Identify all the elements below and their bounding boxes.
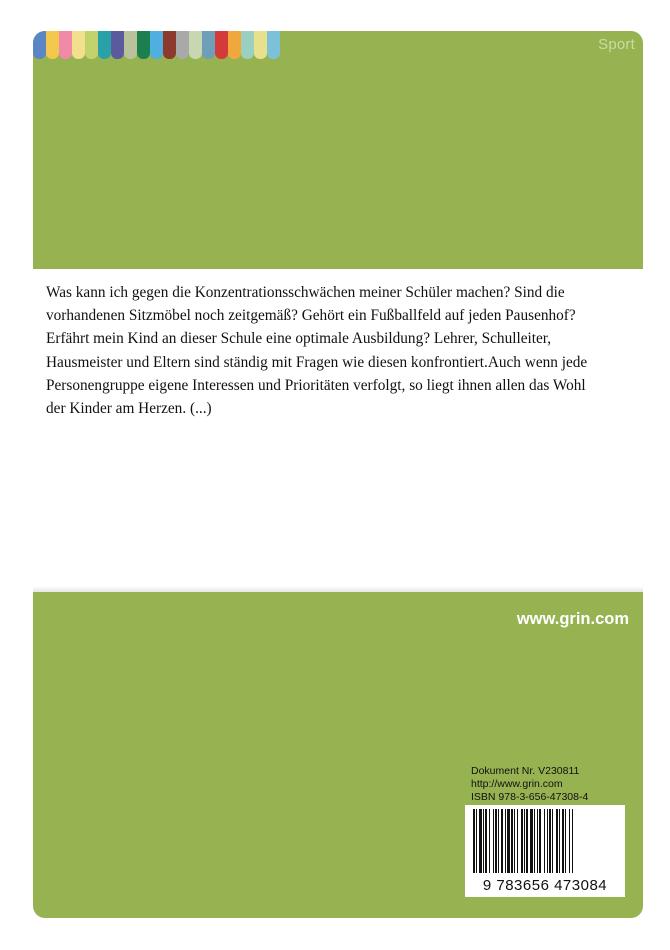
color-stripe-segment [33, 31, 46, 59]
color-stripe-bar [33, 31, 280, 59]
barcode-bar [485, 809, 487, 873]
barcode-bar [507, 809, 510, 873]
barcode-bar [517, 809, 518, 873]
barcode-bar [521, 809, 523, 873]
barcode-bar [534, 809, 535, 873]
blurb-text: Was kann ich gegen die Konzentrationsschwächen meiner Schüler machen? Sind die vorhandenen Sitzmöbel noch zeitgemäß? Gehört ein Fußballfeld auf jeden Pausenhof? Erfährt mein Kind an dieser Schule eine optimale Ausbildung? Lehrer, Schulleiter, Hausmeister und Eltern sind ständig mit Fragen wie diesen konfrontiert.Auch wenn jede Personengruppe eigene Interessen und Prioritäten verfolgt, so liegt ihnen allen das Wohl der Kinder am Herzen. (...) [46, 284, 588, 418]
color-stripe-segment [85, 31, 98, 59]
barcode-bar [479, 809, 482, 873]
barcode-bar [505, 809, 506, 873]
color-stripe-segment [267, 31, 280, 59]
barcode-bar [493, 809, 494, 873]
barcode-bar [495, 809, 497, 873]
color-stripe-segment [72, 31, 85, 59]
top-color-band [33, 31, 643, 269]
category-label: Sport [598, 36, 635, 53]
barcode-bar [489, 809, 490, 873]
barcode-bar [511, 809, 513, 873]
barcode [465, 805, 625, 897]
book-back-cover [33, 31, 643, 918]
barcode-digits: 9 783656 473084 [482, 877, 608, 894]
color-stripe-segment [137, 31, 150, 59]
color-stripe-segment [228, 31, 241, 59]
barcode-bar [565, 809, 566, 873]
barcode-bar [530, 809, 533, 873]
color-stripe-segment [254, 31, 267, 59]
barcode-bar [526, 809, 528, 873]
color-stripe-segment [189, 31, 202, 59]
color-stripe-segment [241, 31, 254, 59]
color-stripe-segment [215, 31, 228, 59]
publisher-url: www.grin.com [516, 610, 629, 628]
barcode-bar [556, 809, 558, 873]
barcode-bar [483, 809, 484, 873]
barcode-bar [544, 809, 545, 873]
barcode-bar [569, 809, 570, 873]
barcode-bar [559, 809, 560, 873]
barcode-bar [552, 809, 553, 873]
bottom-color-band [33, 592, 643, 918]
barcode-bar [562, 809, 564, 873]
document-number: Dokument Nr. V230811 [471, 765, 580, 777]
website-text: http://www.grin.com [471, 778, 563, 790]
barcode-bar [524, 809, 525, 873]
barcode-bars [471, 809, 619, 873]
color-stripe-segment [202, 31, 215, 59]
color-stripe-segment [111, 31, 124, 59]
barcode-bar [539, 809, 541, 873]
isbn-text: ISBN 978-3-656-47308-4 [471, 791, 589, 803]
color-stripe-segment [150, 31, 163, 59]
barcode-bar [572, 809, 573, 873]
barcode-bar [498, 809, 499, 873]
barcode-bar [476, 809, 477, 873]
color-stripe-segment [176, 31, 189, 59]
color-stripe-segment [46, 31, 59, 59]
barcode-bar [514, 809, 515, 873]
color-stripe-segment [163, 31, 176, 59]
document-info [471, 765, 588, 804]
barcode-bar [537, 809, 538, 873]
barcode-bar [501, 809, 503, 873]
barcode-bar [549, 809, 551, 873]
color-stripe-segment [98, 31, 111, 59]
color-stripe-segment [124, 31, 137, 59]
color-stripe-segment [59, 31, 72, 59]
barcode-bar [547, 809, 548, 873]
barcode-bar [473, 809, 475, 873]
